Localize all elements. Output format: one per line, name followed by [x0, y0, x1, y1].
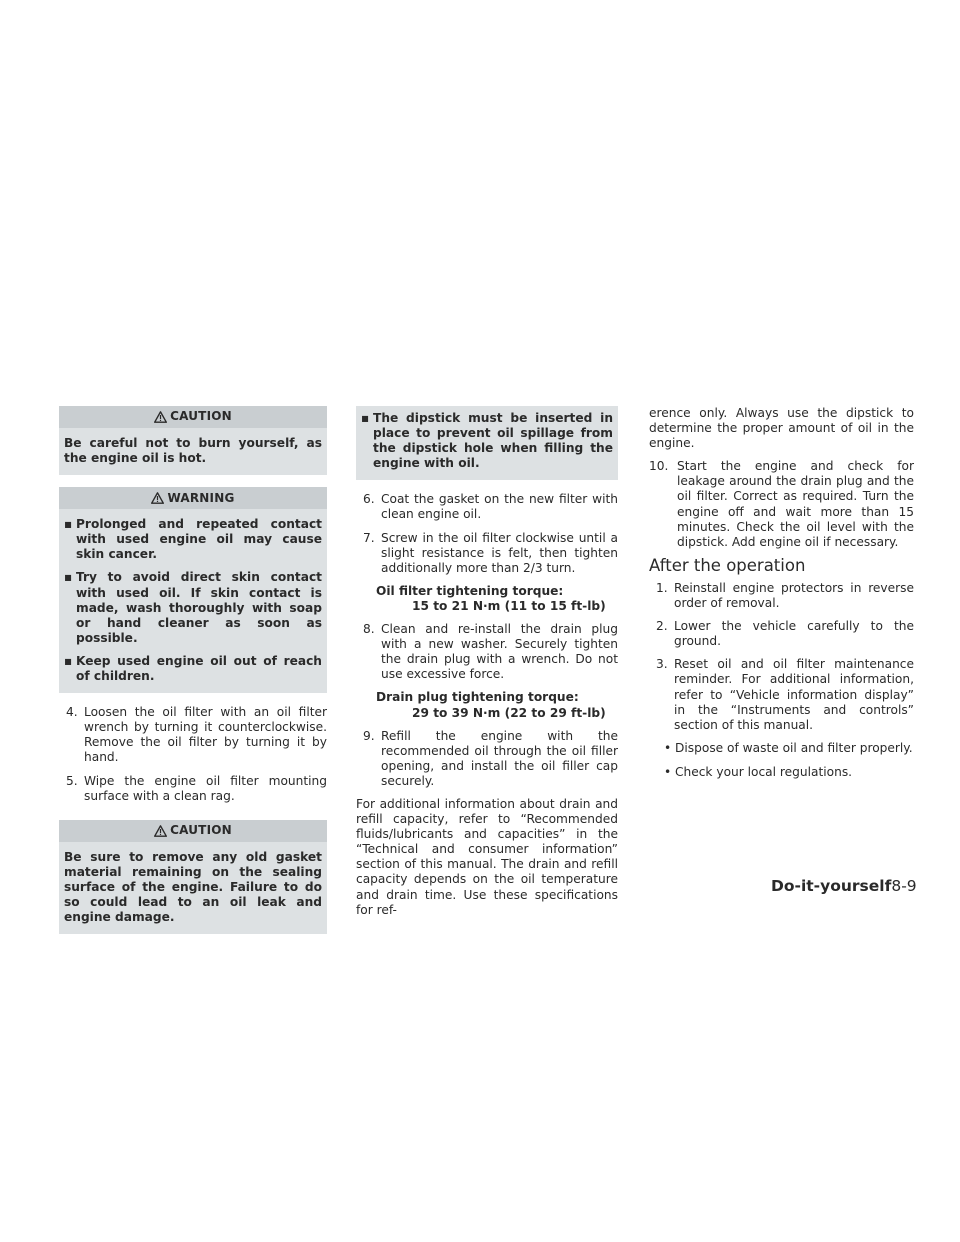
list-item: 9. Refill the engine with the recommended oil through the oil filler opening, and install the oil filler cap securely. [363, 728, 618, 788]
warning-item: ▪ Try to avoid direct skin contact with used oil. If skin contact is made, wash thoroughly with soap or hand cleaner as soon as possible. [64, 570, 322, 645]
steps-list [356, 492, 618, 575]
list-item: 6. Coat the gasket on the new filter with clean engine oil. [363, 492, 618, 522]
column-2 [356, 406, 618, 926]
warning-item: ▪ Prolonged and repeated contact with used engine oil may cause skin cancer. [64, 517, 322, 562]
caution-text: Be careful not to burn yourself, as the engine oil is hot. [64, 436, 322, 466]
warning-header [59, 487, 327, 509]
after-steps-list [649, 581, 914, 733]
list-item: 4. Loosen the oil filter with an oil filter wrench by turning it counterclockwise. Remove the oil filter by turning it by hand. [66, 705, 327, 765]
section-heading: After the operation [649, 555, 806, 575]
footer-page-number: 8-9 [891, 877, 917, 895]
warning-item: ▪ Keep used engine oil out of reach of children. [64, 654, 322, 684]
caution-header [59, 820, 327, 842]
footer-section: Do-it-yourself [771, 877, 892, 895]
warning-triangle-icon [154, 825, 167, 837]
caution-box-gasket [59, 820, 327, 934]
list-item: 7. Screw in the oil filter clockwise until a slight resistance is felt, then tighten additionally more than 2/3 turn. [363, 530, 618, 575]
steps-list [356, 729, 618, 789]
column-3 [649, 406, 914, 789]
caution-text: Be sure to remove any old gasket material remaining on the sealing surface of the engine. Failure to do so could lead to an oil leak and engine damage. [64, 849, 322, 925]
list-item: 5. Wipe the engine oil filter mounting surface with a clean rag. [66, 773, 327, 803]
list-item: • Dispose of waste oil and filter properly. [649, 741, 914, 756]
column-1 [59, 406, 327, 946]
steps-list [356, 622, 618, 682]
capacity-paragraph-continued: erence only. Always use the dipstick to determine the proper amount of oil in the engine. [649, 406, 914, 451]
list-item: 1. Reinstall engine protectors in reverse order of removal. [656, 580, 914, 611]
caution-header [59, 406, 327, 428]
caution-title: CAUTION [170, 409, 232, 424]
steps-list [59, 705, 327, 804]
list-item: 10. Start the engine and check for leakage around the drain plug and the oil filter. Correct as required. Turn the engine off and wait more than 15 minutes. Check the oil level with the dipstick. Add engine oil if necessary. [649, 459, 914, 549]
capacity-paragraph: For additional information about drain and refill capacity, refer to “Recommended fluids/lubricants and capacities” in the “Technical and consumer information” section of this manual. The drain and refill capacity depends on the oil temperature and drain time. Use these specifications for ref- [356, 796, 618, 917]
steps-list [649, 459, 914, 550]
warning-box [59, 487, 327, 693]
warning-triangle-icon [151, 492, 164, 504]
warning-triangle-icon [154, 411, 167, 423]
drain-plug-torque: Drain plug tightening torque: 29 to 39 N·m (22 to 29 ft-lb) [376, 690, 606, 720]
warning-title: WARNING [167, 490, 235, 505]
bullet-list [649, 741, 914, 780]
caution-box-hot-oil [59, 406, 327, 475]
list-item: 8. Clean and re-install the drain plug with a new washer. Securely tighten the drain plug with a wrench. Do not use excessive force. [363, 622, 618, 682]
list-item: 2. Lower the vehicle carefully to the ground. [656, 619, 914, 649]
caution-item: ▪ The dipstick must be inserted in place to prevent oil spillage from the dipstick hole when filling the engine with oil. [361, 411, 613, 471]
list-item: 3. Reset oil and oil filter maintenance reminder. For additional information, refer to “Vehicle information display” in the “Instruments and controls” section of this manual. [656, 657, 914, 732]
caution-title: CAUTION [170, 823, 232, 838]
caution-box-continued [356, 406, 618, 480]
list-item: • Check your local regulations. [649, 765, 914, 780]
page-footer [771, 877, 917, 895]
oil-filter-torque: Oil filter tightening torque: 15 to 21 N·m (11 to 15 ft-lb) [376, 583, 606, 613]
